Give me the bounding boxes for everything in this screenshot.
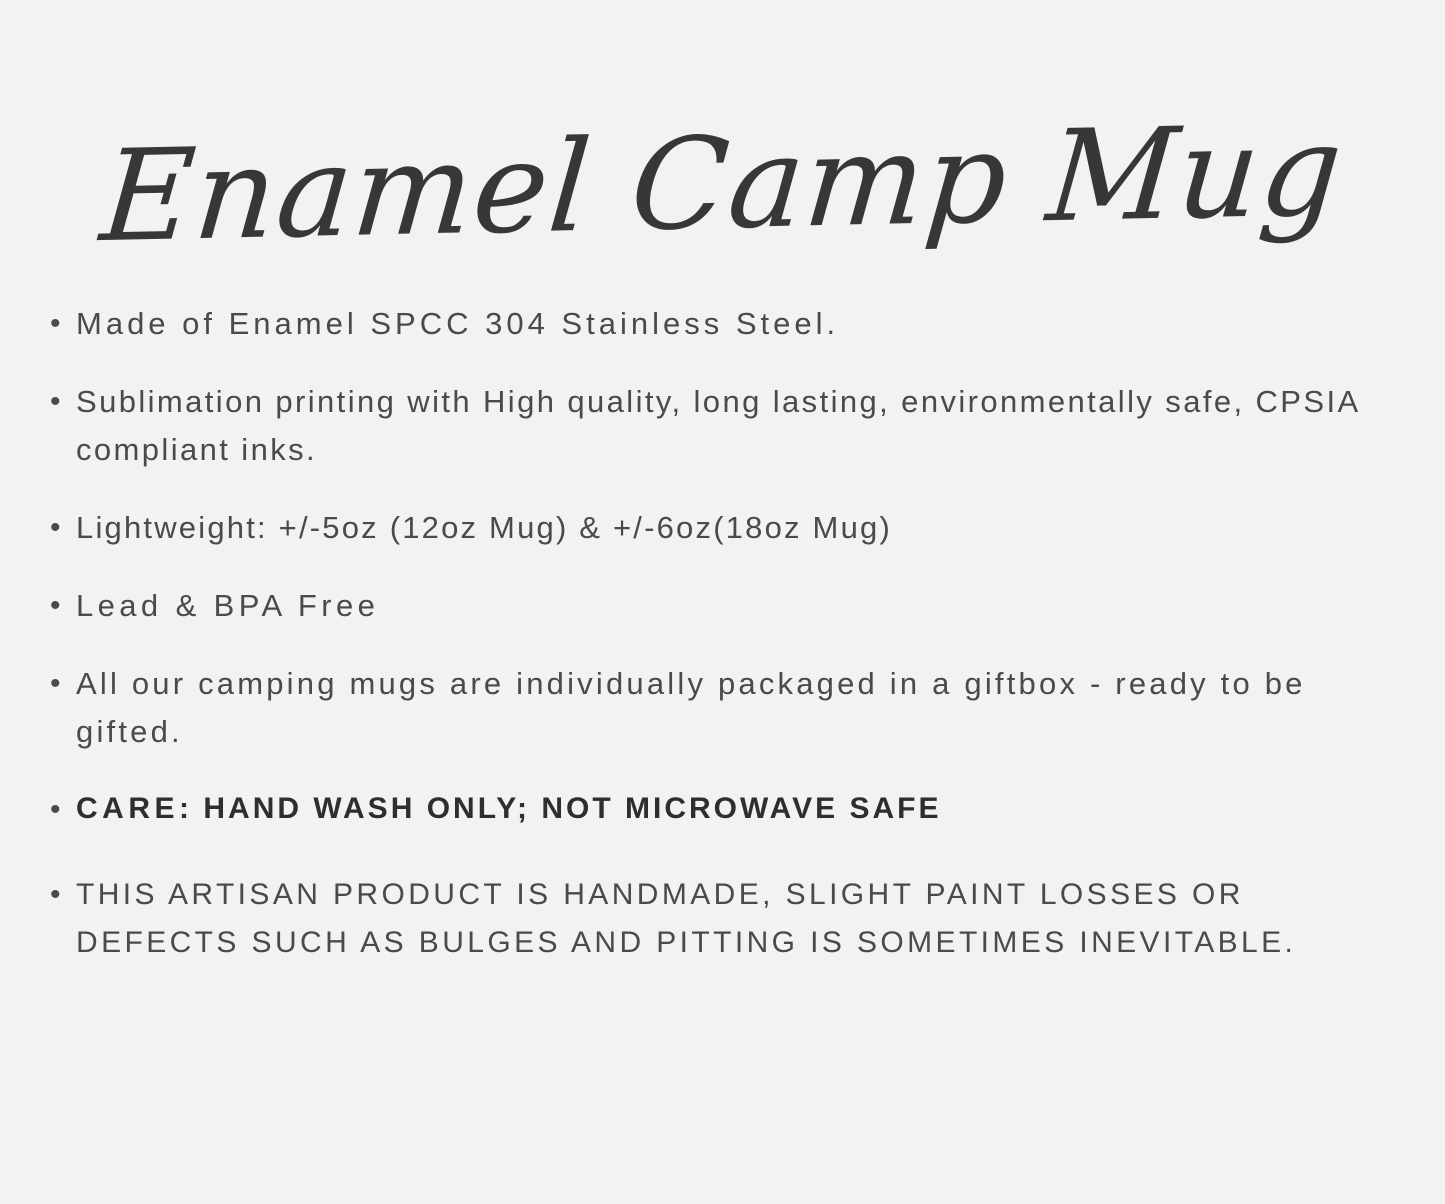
bullet-icon: • bbox=[50, 877, 61, 911]
bullet-icon: • bbox=[50, 589, 61, 623]
bullet-icon: • bbox=[50, 793, 61, 827]
list-item bbox=[50, 300, 1405, 348]
list-item-text: All our camping mugs are individually packaged in a giftbox - ready to be gifted. bbox=[76, 666, 1306, 750]
list-item bbox=[50, 378, 1405, 474]
bullet-icon: • bbox=[50, 511, 61, 545]
bullet-icon: • bbox=[50, 307, 61, 340]
feature-list bbox=[50, 300, 1405, 998]
list-item-text: Made of Enamel SPCC 304 Stainless Steel. bbox=[76, 306, 840, 341]
care-instructions: HAND WASH ONLY; NOT MICROWAVE SAFE bbox=[203, 792, 942, 826]
list-item-text: THIS ARTISAN PRODUCT IS HANDMADE, SLIGHT PAINT LOSSES OR DEFECTS SUCH AS BULGES AND PITTING IS SOMETIMES INEVITABLE. bbox=[76, 877, 1297, 960]
list-item bbox=[50, 660, 1405, 756]
care-separator: : bbox=[179, 792, 193, 826]
list-item bbox=[50, 582, 1405, 630]
list-item-care bbox=[50, 786, 1405, 833]
list-item-text: Lead & BPA Free bbox=[76, 588, 380, 624]
page-title: Enamel Camp Mug bbox=[96, 97, 1349, 271]
list-item bbox=[50, 871, 1405, 968]
care-line bbox=[76, 786, 941, 833]
care-label: CARE bbox=[76, 792, 180, 826]
list-item-text: Lightweight: +/-5oz (12oz Mug) & +/-6oz(18oz Mug) bbox=[76, 510, 892, 546]
list-item bbox=[50, 504, 1405, 552]
bullet-icon: • bbox=[50, 385, 61, 419]
page-title-container bbox=[0, 0, 1445, 271]
list-item-text: Sublimation printing with High quality, long lasting, environmentally safe, CPSIA compliant inks. bbox=[76, 384, 1359, 468]
bullet-icon: • bbox=[50, 667, 61, 701]
